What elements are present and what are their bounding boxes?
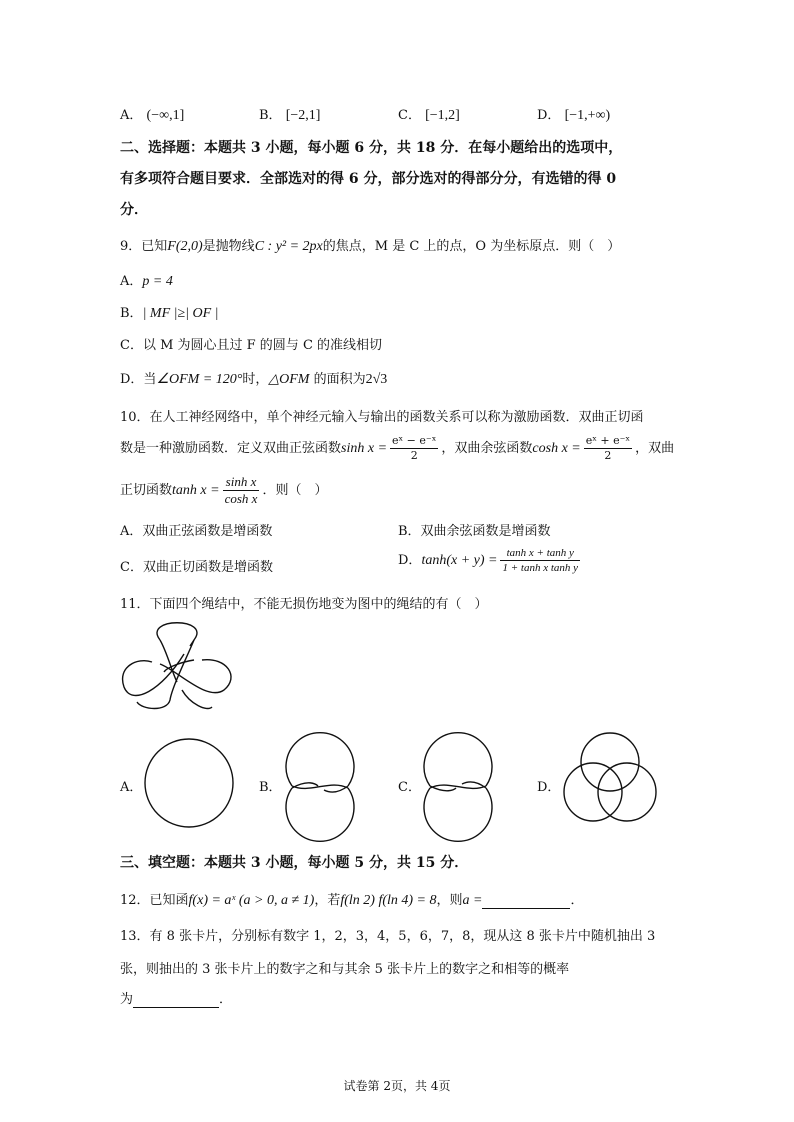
q9-option-d bbox=[120, 368, 387, 388]
q9-option-b bbox=[120, 302, 219, 322]
q10-d-fraction bbox=[500, 546, 580, 575]
q8-b-label: B． bbox=[259, 108, 282, 123]
q10-option-d bbox=[398, 546, 583, 575]
q9-b-text: | MF |≥| OF | bbox=[142, 306, 219, 321]
q9-d-angle: ∠OFM = 120° bbox=[156, 372, 243, 387]
knot-option-a-circle bbox=[142, 736, 236, 830]
q9-d-label: D．当 bbox=[120, 372, 157, 387]
q8-option-c bbox=[398, 104, 460, 124]
q13-end: ． bbox=[219, 992, 233, 1007]
q13-line2: 张，则抽出的 3 张卡片上的数字之和与其余 5 张卡片上的数字之和相等的概率 bbox=[120, 962, 570, 977]
q10-sinh-lhs: sinh x = bbox=[341, 441, 388, 456]
q8-c-label: C． bbox=[398, 108, 421, 123]
q9-focus: F(2,0) bbox=[167, 239, 203, 254]
q9-b-label: B． bbox=[120, 306, 143, 321]
q10-text-2a: 数是一种激励函数．定义双曲正弦函数 bbox=[120, 441, 342, 456]
q10-line2 bbox=[120, 434, 674, 463]
q8-option-b bbox=[259, 104, 320, 124]
q12-text-3: ，则 bbox=[436, 893, 463, 908]
q8-c-value: [−1,2] bbox=[425, 108, 460, 123]
q12-text-2: ，若 bbox=[314, 893, 341, 908]
page-footer: 试卷第 2页，共 4页 bbox=[343, 1079, 451, 1093]
q9-d-mid: 时， bbox=[242, 372, 269, 387]
q10-text-3b: ．则（ ） bbox=[262, 483, 328, 498]
q9-a-text: p = 4 bbox=[142, 274, 173, 289]
q10-sinh-den: 2 bbox=[410, 449, 418, 462]
q8-option-d bbox=[537, 104, 610, 124]
q8-option-a bbox=[120, 104, 184, 124]
knot-option-c bbox=[418, 724, 498, 850]
q10-text-3a: 正切函数 bbox=[120, 483, 173, 498]
q10-tanh-num: sinh x bbox=[223, 474, 260, 491]
q9-d-mid2: 的面积为 bbox=[309, 372, 366, 387]
q10-tanh-den: cosh x bbox=[224, 491, 258, 506]
q8-d-label: D． bbox=[537, 108, 561, 123]
q10-text-2b: ，双曲余弦函数 bbox=[441, 441, 533, 456]
q12-answer-blank[interactable] bbox=[482, 893, 570, 909]
q10-option-a: A．双曲正弦函数是增函数 bbox=[120, 524, 273, 539]
q10-cosh-lhs: cosh x = bbox=[532, 441, 581, 456]
knot-option-b bbox=[280, 724, 360, 850]
q10-d-label: D． bbox=[398, 553, 422, 568]
q9-a-label: A． bbox=[120, 274, 143, 289]
q11-option-d-label: D． bbox=[537, 780, 561, 795]
section2-line2: 有多项符合题目要求．全部选对的得 6 分，部分选对的得部分分，有选错的得 0 bbox=[120, 171, 617, 187]
q10-option-b: B．双曲余弦函数是增函数 bbox=[398, 524, 551, 539]
q10-cosh-num: eˣ + e⁻ˣ bbox=[585, 434, 631, 447]
q11-option-a-label: A． bbox=[120, 780, 143, 795]
q10-cosh-den: 2 bbox=[604, 449, 612, 462]
q13-text-3: 为 bbox=[120, 992, 134, 1007]
q12-condition: f(ln 2) f(ln 4) = 8 bbox=[340, 893, 437, 908]
q10-d-num: tanh x + tanh y bbox=[500, 546, 580, 561]
q11-option-b-label: B． bbox=[259, 780, 282, 795]
trefoil-knot-figure bbox=[112, 612, 242, 722]
q12-end: ． bbox=[570, 893, 584, 908]
q10-line3 bbox=[120, 474, 327, 507]
q10-d-lhs: tanh(x + y) = bbox=[421, 553, 498, 568]
section3-heading: 三、填空题：本题共 3 小题，每小题 5 分，共 15 分． bbox=[120, 855, 469, 871]
q11-option-c-label: C． bbox=[398, 780, 421, 795]
q12-stem bbox=[120, 889, 583, 909]
q8-a-value: (−∞,1] bbox=[146, 108, 185, 123]
section2-line3: 分． bbox=[120, 202, 148, 218]
q12-text-1: 12．已知函 bbox=[120, 893, 189, 908]
q8-b-value: [−2,1] bbox=[285, 108, 321, 123]
q10-d-den: 1 + tanh x tanh y bbox=[502, 562, 579, 574]
q9-text-3: 的焦点，M 是 C 上的点，O 为坐标原点．则（ ） bbox=[322, 239, 621, 254]
q9-option-c: C．以 M 为圆心且过 F 的圆与 C 的准线相切 bbox=[120, 338, 383, 353]
q12-answer-var: a = bbox=[462, 893, 483, 908]
q9-option-a bbox=[120, 270, 173, 290]
q9-text-2: 是抛物线 bbox=[202, 239, 255, 254]
q9-stem bbox=[120, 235, 620, 255]
q10-option-c: C．双曲正切函数是增函数 bbox=[120, 560, 273, 575]
section2-line1: 二、选择题：本题共 3 小题，每小题 6 分，共 18 分．在每小题给出的选项中， bbox=[120, 140, 623, 156]
q10-cosh-fraction bbox=[584, 434, 632, 463]
q13-line3 bbox=[120, 988, 232, 1008]
q10-tanh-fraction bbox=[223, 474, 260, 507]
q10-sinh-num: eˣ − e⁻ˣ bbox=[392, 434, 437, 447]
q10-tanh-lhs: tanh x = bbox=[172, 483, 220, 498]
q13-answer-blank[interactable] bbox=[133, 992, 219, 1008]
q8-a-label: A． bbox=[120, 108, 143, 123]
q10-sinh-fraction bbox=[390, 434, 438, 463]
q8-d-value: [−1,+∞) bbox=[564, 108, 611, 123]
q10-line1: 10．在人工神经网络中，单个神经元输入与输出的函数关系可以称为激励函数．双曲正切函 bbox=[120, 410, 644, 425]
q9-d-value: 2√3 bbox=[365, 372, 388, 387]
q9-parabola: C : y² = 2px bbox=[254, 239, 323, 254]
q9-d-triangle: △OFM bbox=[268, 372, 310, 387]
knot-option-d-borromean bbox=[558, 730, 662, 826]
q13-line1: 13．有 8 张卡片，分别标有数字 1，2，3，4，5，6，7，8，现从这 8 张卡片中随机抽出 3 bbox=[120, 929, 656, 944]
q11-stem: 11．下面四个绳结中，不能无损伤地变为图中的绳结的有（ ） bbox=[120, 597, 488, 612]
q9-text-1: 9．已知 bbox=[120, 239, 168, 254]
q12-function: f(x) = aˣ (a > 0, a ≠ 1) bbox=[188, 893, 315, 908]
q10-text-2c: ，双曲 bbox=[635, 441, 675, 456]
